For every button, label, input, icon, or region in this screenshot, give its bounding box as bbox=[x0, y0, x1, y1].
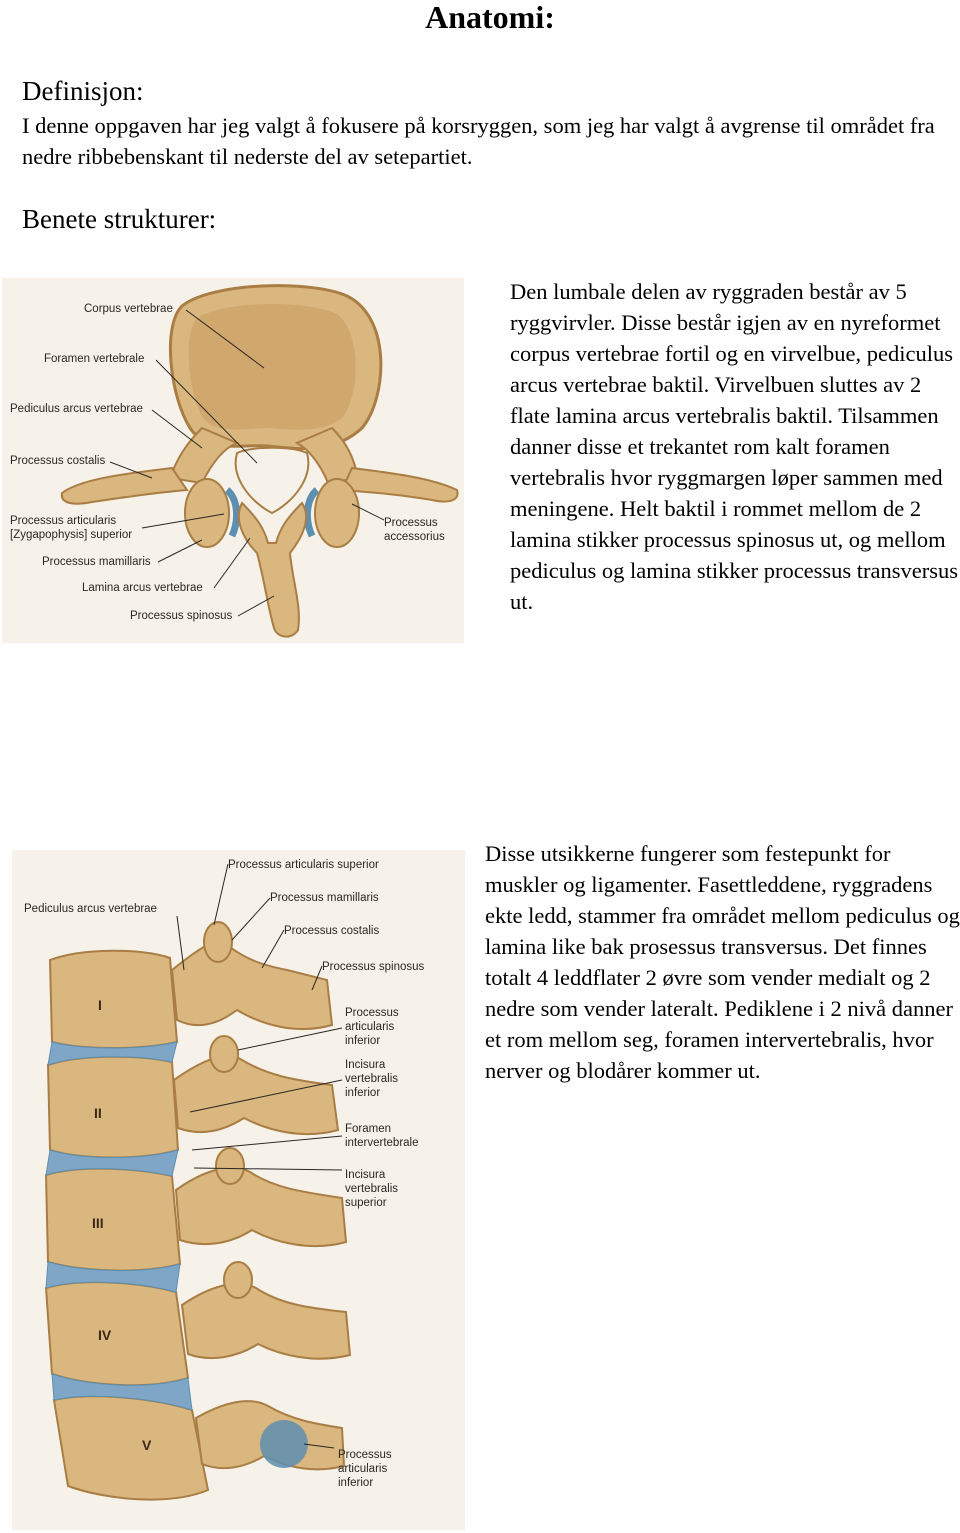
label-art-inf-1: Processus bbox=[345, 1007, 399, 1019]
label-pediculus-arcus-vertebrae: Pediculus arcus vertebrae bbox=[10, 403, 143, 415]
label-processus-mamillaris: Processus mamillaris bbox=[42, 556, 151, 568]
label-art-inf-3: inferior bbox=[345, 1035, 381, 1047]
label-inc-inf-2: vertebralis bbox=[345, 1073, 399, 1085]
label-processus-spinosus: Processus spinosus bbox=[130, 610, 233, 622]
definition-heading: Definisjon: bbox=[22, 76, 144, 106]
label-inc-sup-3: superior bbox=[345, 1197, 387, 1209]
vertebra-number-5: V bbox=[142, 1437, 152, 1453]
label-processus-mamillaris-side: Processus mamillaris bbox=[270, 892, 379, 904]
label-art-inf-2: articularis bbox=[345, 1021, 395, 1033]
label-processus-costalis-side: Processus costalis bbox=[284, 925, 380, 937]
label-processus-accessorius-1: Processus bbox=[384, 517, 438, 529]
label-processus-accessorius-2: accessorius bbox=[384, 531, 445, 543]
label-lamina-arcus-vertebrae: Lamina arcus vertebrae bbox=[82, 582, 203, 594]
label-pediculus-arcus-vertebrae-side: Pediculus arcus vertebrae bbox=[24, 903, 157, 915]
lumbar-spine-side-view-illustration bbox=[12, 850, 465, 1530]
paragraph-facet-joints: Disse utsikkerne fungerer som festepunkt for muskler og ligamenter. Fasettleddene, ryggradens ekte ledd, stammer fra området mellom pediculus og lamina like bak prosessus transversus. Det finnes totalt 4 leddflater 2 øvre som vender medialt og 2 nedre som vender lateralt. Pediklene i 2 nivå danner et rom mellom seg, foramen intervertebralis, hvor nerver og blodårer kommer ut. bbox=[485, 841, 960, 1083]
vertebra-number-3: III bbox=[92, 1215, 104, 1231]
vertebra-top-view-figure bbox=[2, 278, 464, 643]
label-art-inf-b3: inferior bbox=[338, 1477, 374, 1489]
vertebra-number-4: IV bbox=[98, 1327, 112, 1343]
label-inc-sup-1: Incisura bbox=[345, 1169, 386, 1181]
label-processus-spinosus-side: Processus spinosus bbox=[322, 961, 425, 973]
label-zygapophysis-superior: [Zygapophysis] superior bbox=[10, 529, 133, 541]
paragraph-lumbar-vertebrae: Den lumbale delen av ryggraden består av 5 ryggvirvler. Disse består igjen av en nyreformet corpus vertebrae fortil og en virvelbue, pediculus arcus vertebrae baktil. Virvelbuen sluttes av 2 flate lamina arcus vertebralis baktil. Tilsammen danner disse et trekantet rom kalt foramen vertebralis hvor ryggmargen løper sammen med meningene. Helt baktil i rommet mellom de 2 lamina stikker processus spinosus ut, og mellom pediculus og lamina stikker processus transversus ut. bbox=[510, 279, 959, 614]
label-foramen-2: intervertebrale bbox=[345, 1137, 419, 1149]
bone-structures-heading: Benete strukturer: bbox=[22, 204, 217, 234]
vertebra-number-2: II bbox=[94, 1105, 102, 1121]
lumbar-spine-side-view-figure bbox=[12, 850, 465, 1530]
vertebra-top-view-illustration bbox=[2, 278, 464, 643]
page-title: Anatomi: bbox=[425, 0, 555, 35]
label-processus-articularis-superior: Processus articularis superior bbox=[228, 859, 379, 871]
label-corpus-vertebrae: Corpus vertebrae bbox=[84, 303, 173, 315]
label-art-inf-b2: articularis bbox=[338, 1463, 388, 1475]
label-processus-articularis: Processus articularis bbox=[10, 515, 117, 527]
label-foramen-vertebrale: Foramen vertebrale bbox=[44, 353, 145, 365]
definition-text: I denne oppgaven har jeg valgt å fokusere på korsryggen, som jeg har valgt å avgrense til området fra nedre ribbebenskant til nederste del av setepartiet. bbox=[22, 113, 935, 169]
label-inc-inf-1: Incisura bbox=[345, 1059, 386, 1071]
label-foramen-1: Foramen bbox=[345, 1123, 392, 1135]
label-inc-inf-3: inferior bbox=[345, 1087, 381, 1099]
label-processus-costalis: Processus costalis bbox=[10, 455, 106, 467]
label-inc-sup-2: vertebralis bbox=[345, 1183, 399, 1195]
vertebra-number-1: I bbox=[98, 997, 102, 1013]
label-art-inf-b1: Processus bbox=[338, 1449, 392, 1461]
